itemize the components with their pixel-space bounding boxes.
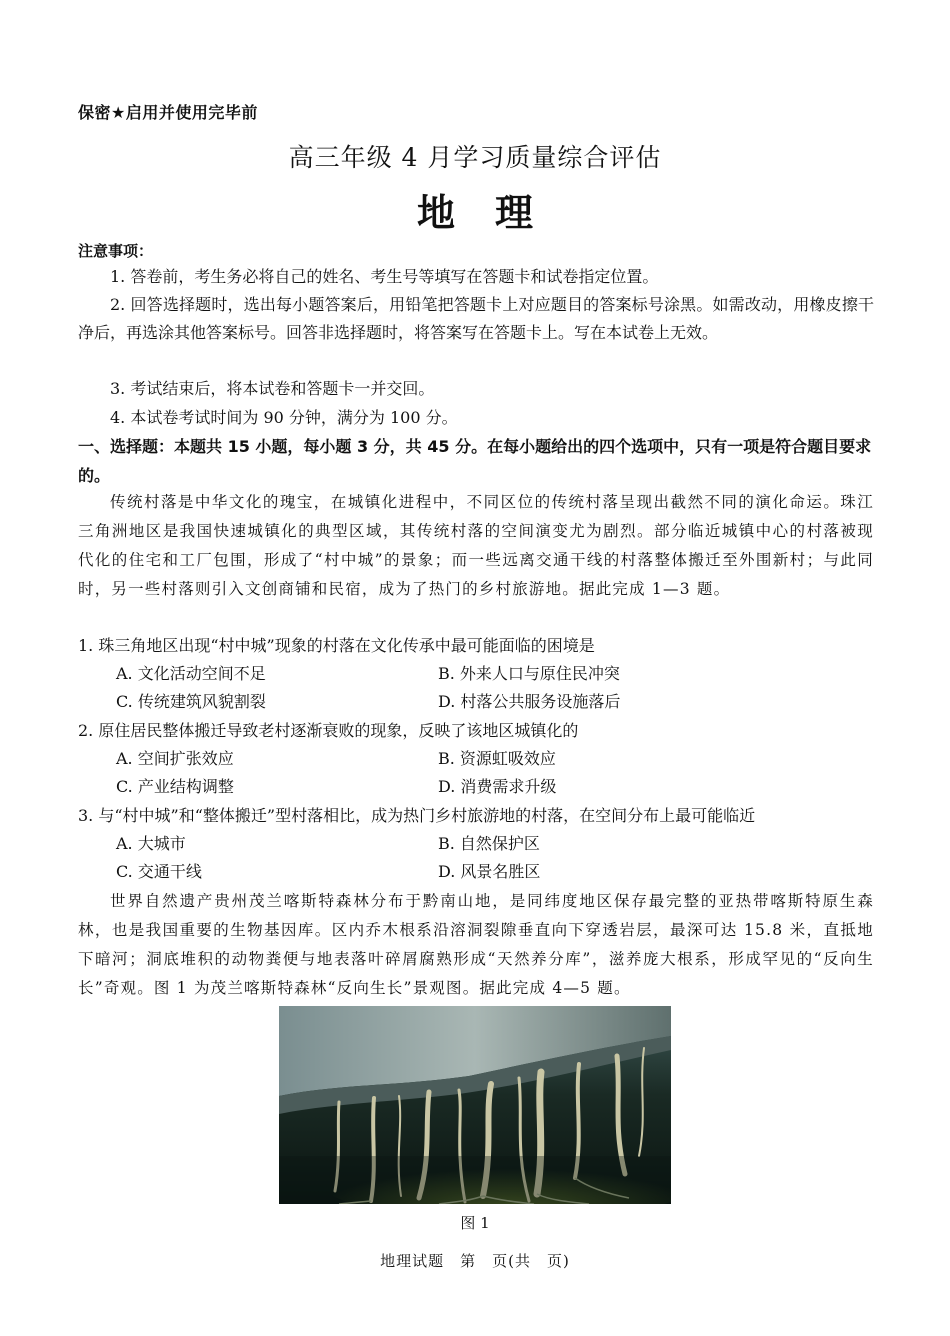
question-1-option-a: A. 文化活动空间不足	[116, 664, 266, 683]
question-1-stem: 1. 珠三角地区出现“村中城”现象的村落在文化传承中最可能面临的困境是	[78, 636, 595, 655]
question-2-stem: 2. 原住居民整体搬迁导致老村逐渐衰败的现象，反映了该地区城镇化的	[78, 721, 579, 740]
passage-villages: 传统村落是中华文化的瑰宝，在城镇化进程中，不同区位的传统村落呈现出截然不同的演化命运。珠江三角洲地区是我国快速城镇化的典型区域，其传统村落的空间演变尤为剧烈。部分临近城镇中心的村落被现代化的住宅和工厂包围，形成了“村中城”的景象；而一些远离交通干线的村落整体搬迁至外围新村；与此同时，另一些村落则引入文创商铺和民宿，成为了热门的乡村旅游地。据此完成 1—3 题。	[78, 493, 874, 598]
question-2-option-b: B. 资源虹吸效应	[438, 749, 556, 768]
notes-heading: 注意事项：	[78, 242, 154, 260]
exam-title: 高三年级 4 月学习质量综合评估	[288, 143, 662, 172]
question-1-option-b: B. 外来人口与原住民冲突	[438, 664, 620, 683]
note-item-4: 4. 本试卷考试时间为 90 分钟，满分为 100 分。	[110, 408, 458, 427]
question-1-option-c: C. 传统建筑风貌割裂	[116, 692, 266, 711]
page-footer: 地理试题 第 页(共 页)	[380, 1252, 570, 1270]
question-3-stem: 3. 与“村中城”和“整体搬迁”型村落相比，成为热门乡村旅游地的村落，在空间分布上最可能临近	[78, 806, 756, 825]
figure-caption: 图 1	[460, 1214, 490, 1232]
question-3-option-b: B. 自然保护区	[438, 834, 540, 853]
question-2-option-c: C. 产业结构调整	[116, 777, 234, 796]
karst-cave-roots-photo	[279, 1006, 671, 1204]
question-1-option-d: D. 村落公共服务设施落后	[438, 692, 621, 711]
confidential-label: 保密★启用并使用完毕前	[78, 103, 258, 122]
question-3-option-a: A. 大城市	[116, 834, 186, 853]
question-2-option-a: A. 空间扩张效应	[116, 749, 234, 768]
note-item-1: 1. 答卷前，考生务必将自己的姓名、考生号等填写在答题卡和试卷指定位置。	[110, 267, 659, 286]
section-heading: 一、选择题：本题共 15 小题，每小题 3 分，共 45 分。在每小题给出的四个选项中，只有一项是符合题目要求的。	[78, 437, 872, 485]
note-item-2: 2. 回答选择题时，选出每小题答案后，用铅笔把答题卡上对应题目的答案标号涂黑。如需改动，用橡皮擦干净后，再选涂其他答案标号。回答非选择题时，将答案写在答题卡上。写在本试卷上无效。	[78, 295, 874, 342]
note-item-3: 3. 考试结束后，将本试卷和答题卡一并交回。	[110, 379, 435, 398]
subject-title: 地理	[416, 191, 573, 235]
question-3-option-c: C. 交通干线	[116, 862, 202, 881]
question-2-option-d: D. 消费需求升级	[438, 777, 557, 796]
question-3-option-d: D. 风景名胜区	[438, 862, 541, 881]
passage-karst-forest: 世界自然遗产贵州茂兰喀斯特森林分布于黔南山地，是同纬度地区保存最完整的亚热带喀斯特原生森林，也是我国重要的生物基因库。区内乔木根系沿溶洞裂隙垂直向下穿透岩层，最深可达 15.8 米，直抵地下暗河；洞底堆积的动物粪便与地表落叶碎屑腐熟形成“天然养分库”，滋养庞大根系，形成罕见的“反向生长”奇观。图 1 为茂兰喀斯特森林“反向生长”景观图。据此完成 4—5 题。	[78, 892, 874, 997]
